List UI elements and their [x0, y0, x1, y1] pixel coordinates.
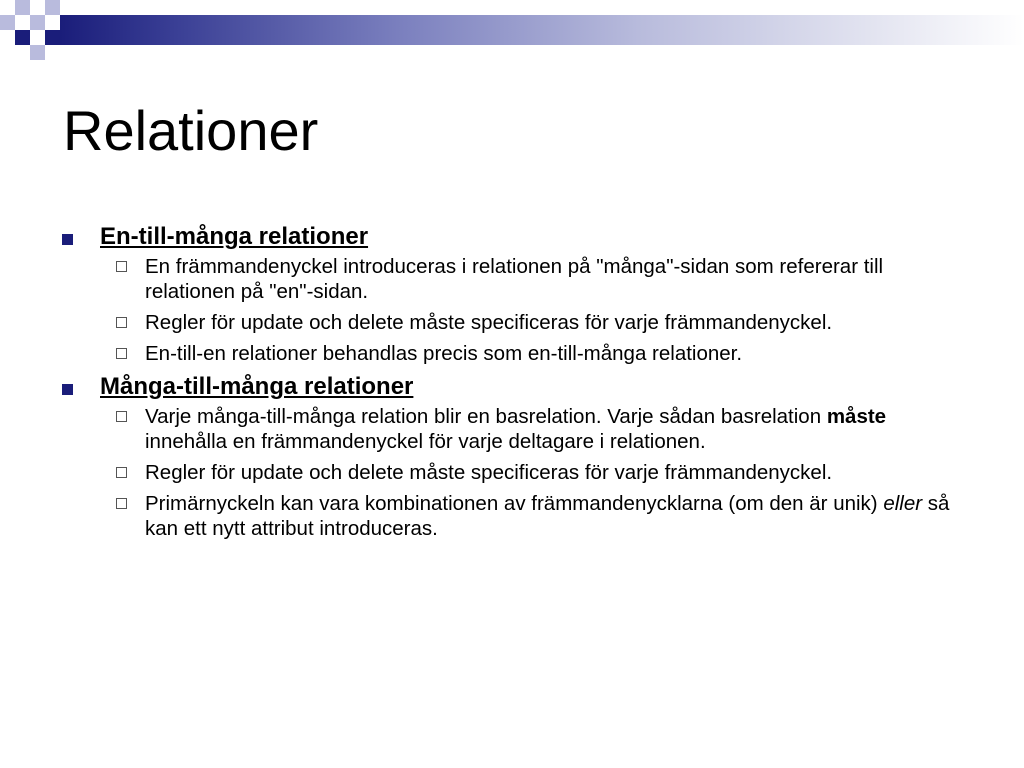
hollow-square-bullet-icon — [116, 317, 127, 328]
list-item-text: Primärnyckeln kan vara kombinationen av främmandenycklarna (om den är unik) — [145, 492, 884, 515]
section — [62, 222, 962, 366]
list-item — [62, 341, 965, 366]
list-item-text: eller — [883, 492, 923, 515]
header-gradient-bar — [60, 15, 1024, 45]
list-item-text: så kan ett nytt attribut introduceras. — [145, 492, 950, 540]
list-item — [62, 404, 965, 454]
section-heading — [62, 372, 962, 402]
section-heading-text: Många-till-många relationer — [100, 373, 414, 400]
list-item — [62, 254, 965, 304]
list-item-text: Regler för update och delete måste specificeras för varje främmandenyckel. — [145, 311, 833, 334]
list-item-text: En-till-en relationer behandlas precis som en-till-många relationer. — [145, 342, 743, 365]
hollow-square-bullet-icon — [116, 411, 127, 422]
header-square-decoration — [0, 15, 15, 30]
list-item — [62, 491, 965, 541]
section — [62, 372, 962, 541]
hollow-square-bullet-icon — [116, 467, 127, 478]
header-square-decoration — [45, 30, 60, 45]
hollow-square-bullet-icon — [116, 498, 127, 509]
header-square-decoration — [45, 0, 60, 15]
hollow-square-bullet-icon — [116, 261, 127, 272]
section-heading — [62, 222, 962, 252]
header-square-decoration — [30, 15, 45, 30]
square-bullet-icon — [62, 234, 73, 245]
hollow-square-bullet-icon — [116, 348, 127, 359]
list-item — [62, 310, 965, 335]
list-item — [62, 460, 965, 485]
square-bullet-icon — [62, 384, 73, 395]
list-item-text: innehålla en främmandenyckel för varje deltagare i relationen. — [145, 430, 706, 453]
list-item-text: måste — [826, 405, 887, 428]
list-item-text: Varje många-till-många relation blir en basrelation. Varje sådan basrelation — [145, 405, 827, 428]
header-square-decoration — [15, 30, 30, 45]
list-item-text: Regler för update och delete måste specificeras för varje främmandenyckel. — [145, 461, 833, 484]
header-square-decoration — [30, 45, 45, 60]
slide-title: Relationer — [63, 99, 319, 162]
header-square-decoration — [15, 0, 30, 15]
list-item-text: En främmandenyckel introduceras i relationen på "många"-sidan som refererar till relationen på "en"-sidan. — [145, 255, 884, 303]
section-heading-text: En-till-många relationer — [100, 223, 369, 250]
slide-body — [62, 222, 962, 547]
header-square-decoration — [0, 0, 15, 15]
